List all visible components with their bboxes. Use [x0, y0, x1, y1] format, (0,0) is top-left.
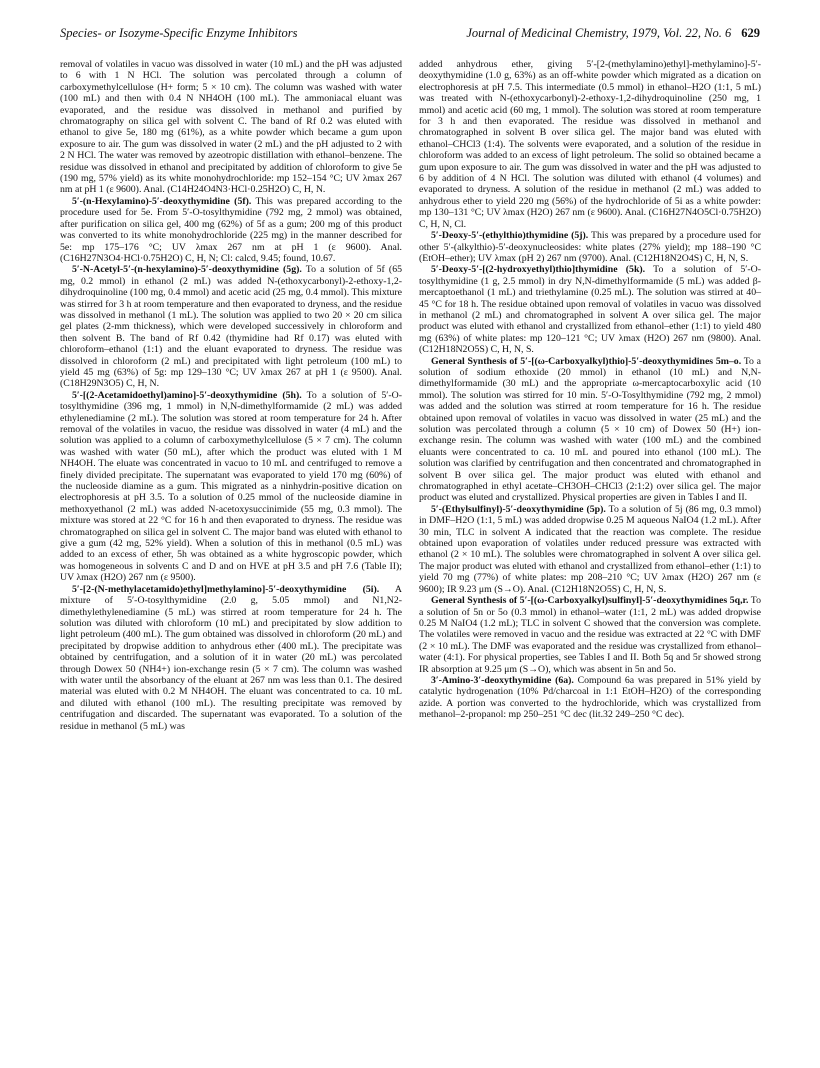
paragraph-text: To a solution of sodium ethoxide (20 mmol) in ethanol (10 mL) and N,N-dimethylformamide (30 mL) and the appropriate ω-mercaptocarboxylic acid (10 mmol). The solution was stirred for 10 min. 5′-O-Tosylthymidine (792 mg, 2 mmol) was added and the solution was stirred at room temperature for 16 h. The residue obtained upon removal of volatiles in vacuo was dissolved in water (25 mL) and the solution was percolated through a column (5 × 10 cm) of Dowex 50 (H+) ion-exchange resin. The column was washed with water (100 mL) and the combined eluants were concentrated to ca. 10 mL and poured into ethanol (100 mL). The solution was clarified by centrifugation and then concentrated and chromatographed in solvent B over silica gel. The major product was eluted with ethanol and chromatographed in ethyl acetate–CH3OH–CHCl3 (2:1:2) over silica gel. The major product was eluted and crystallized. Physical properties are given in Tables I and II. — [419, 355, 761, 504]
paragraph-heading: 5′-Deoxy-5′-(ethylthio)thymidine (5j). — [431, 230, 589, 242]
paragraph-text: added anhydrous ether, giving 5′-[2-(methylamino)ethyl]-methylamino]-5′-deoxythymidine (1.0 g, 63%) as an off-white powder which migrated as a dication on electrophoresis at pH 7.5. This intermediate (0.5 mmol) in ethanol–H2O (1:1, 5 mL) was treated with N-(ethoxycarbonyl)-2-ethoxy-1,2-dihydroquinoline (250 mg, 1 mmol) and acetic acid (60 mg, 1 mmol). The solution was stored at room temperature for 3 h and then evaporated. The residue was dissolved in methanol and chromatographed in solvent B over silica gel. The major band was eluted with ethanol–CHCl3 (1:4). The solvents were evaporated, and a solution of the residue in chloroform was added to an excess of light petroleum. The solid so obtained became a gum upon exposure to air. The gum was dissolved in water and the pH was adjusted to 6 by addition of 4 N HCl. The solution was diluted with ethanol (4 volumes) and evaporated to dryness. A solution of the residue in methanol (2 mL) was added to anhydrous ether to yield 220 mg (56%) of the hydrochloride of 5i as a white powder: mp 130–131 °C; UV λmax (H2O) 267 nm (ε 9600). Anal. (C16H27N4O5Cl·0.75H2O) C, H, N, Cl. — [419, 59, 761, 230]
journal-citation: Journal of Medicinal Chemistry, 1979, Vol. 22, No. 6 — [466, 26, 732, 40]
paragraph — [60, 196, 402, 264]
paragraph-text: To a solution of 5′-O-tosylthymidine (396 mg, 1 mmol) in N,N-dimethylformamide (2 mL) was added ethylenediamine (2 mL). The solution was stored at room temperature for 24 h. After removal of the volatiles in vacuo, the residue was dissolved in water (4 mL) and the solution was applied to a column of carboxymethylcellulose (5 × 7 cm). The column was washed with water (50 mL), after which the product was eluted with 1 M NH4OH. The eluate was concentrated in vacuo to 10 mL and centrifuged to remove a finely divided precipitate. The supernatant was evaporated to yield 170 mg (60%) of the nucleoside diamine as a gum. This migrated as a ninhydrin-positive dication on electrophoresis at pH 3.5. To a solution of 0.25 mmol of the nucleoside diamine in methoxyethanol (2 mL) was added N-acetoxysuccinimide (55 mg, 0.3 mmol). The mixture was stored at 22 °C for 16 h and then evaporated to dryness. The residue was chromatographed on silica gel in solvent C. The major band was eluted with ethanol to give a gum (42 mg, 52% yield). When a solution of this in methanol (0.5 mL) was added to an excess of ether, 5h was obtained as a white hygroscopic powder, which was homogeneous in solvents C and D and on HVE at pH 3.5 and pH 7.6 (Table II); UV λmax (H2O) 267 nm (ε 9500). — [60, 389, 403, 584]
paragraph — [419, 595, 761, 675]
paragraph — [60, 264, 402, 389]
paragraph-text: To a solution of 5f (65 mg, 0.2 mmol) in ethanol (2 mL) was added N-(ethoxycarbonyl)-2-ethoxy-1,2-dihydroquinoline (100 mg, 0.4 mmol) and acetic acid (25 mg, 0.4 mmol). This mixture was stirred for 3 h at room temperature and then evaporated to dryness, and the residue was dissolved in methanol (1 mL). The solution was applied to two 20 × 20 cm silica gel plates (2-mm thickness), which were developed successively in chloroform and then solvent B. The band of Rf 0.42 (thymidine had Rf 0.17) was eluted with chloroform–ethanol (1:1) and the eluant evaporated to dryness. The residue was dissolved in chloroform (2 mL) and precipitated with light petroleum (100 mL) to yield 45 mg (63%) of 5g: mp 129–130 °C; UV λmax 267 at pH 1 (ε 9500). Anal. (C18H29N3O5) C, H, N. — [60, 264, 402, 390]
paragraph-heading: 5′-(Ethylsulfinyl)-5′-deoxythymidine (5p). — [431, 503, 606, 515]
paragraph-text: This was prepared by a procedure used for other 5′-(alkylthio)-5′-deoxynucleosides: white plates (27% yield); mp 188–190 °C (EtOH–ether); UV λmax (pH 2) 267 nm (9700). Anal. (C12H18N2O4S) C, H, N, S. — [419, 230, 761, 264]
paragraph — [419, 675, 761, 721]
paragraph — [419, 264, 761, 355]
paragraph-heading: 5′-[2-(N-methylacetamido)ethyl]methylamino]-5′-deoxythymidine (5i). — [72, 583, 380, 595]
paragraph-text: A mixture of 5′-O-tosylthymidine (2.0 g, 5.05 mmol) and N1,N2-dimethylethylenediamine (5 mL) was stirred at room temperature for 24 h. The solution was diluted with chloroform (10 mL) and precipitated by slow addition to light petroleum (400 mL). The gum obtained was dissolved in chloroform (20 mL) and precipitated by dropwise addition to anhydrous ether (400 mL). The precipitate was obtained by centrifugation, and a solution of it in water (20 mL) was percolated through Dowex 50 (NH4+) ion-exchange resin (5 × 7 cm). The column was washed with water until the absorbancy of the eluant at 267 nm was less than 0.1. The desired material was eluted with 0.2 M NH4OH. The eluant was concentrated to ca. 10 mL and diluted with ethanol (100 mL). The resulting precipitate was removed by centrifugation and discarded. The supernatant was evaporated. To a solution of the residue in methanol (5 mL) was — [60, 583, 402, 732]
paragraph-heading: 5′-N-Acetyl-5′-(n-hexylamino)-5′-deoxythymidine (5g). — [72, 264, 302, 276]
paragraph — [419, 230, 761, 264]
paragraph-heading: General Synthesis of 5′-[(ω-Carboxyalkyl)sulfinyl]-5′-deoxythymidines 5q,r. — [431, 595, 749, 607]
paragraph — [60, 390, 402, 584]
paragraph-text: Compound 6a was prepared in 51% yield by catalytic hydrogenation (10% Pd/charcoal in 1:1 EtOH–H2O) of the corresponding azide. A portion was converted to the hydrochloride, which was crystallized from methanol–2-propanol: mp 250–251 °C dec (lit.32 249–250 °C dec). — [419, 674, 761, 721]
paragraph-heading: General Synthesis of 5′-[(ω-Carboxyalkyl)thio]-5′-deoxythymidines 5m–o. — [431, 355, 742, 367]
running-header — [60, 26, 760, 48]
paragraph-text: To a solution of 5n or 5o (0.3 mmol) in ethanol–water (1:1, 2 mL) was added dropwise 0.25 M NaIO4 (1.2 mL); TLC in solvent C showed that the conversion was complete. The volatiles were removed in vacuo and the residue was extracted at 22 °C with DMF (2 × 10 mL). The DMF was evaporated and the residue was crystallized from ethanol–water (4:1). For physical properties, see Tables I and II. Both 5q and 5r showed strong IR absorption at 9.25 μm (S→O), which was absent in 5n and 5o. — [419, 595, 761, 675]
header-title: Species- or Isozyme-Specific Enzyme Inhibitors — [60, 26, 298, 40]
paragraph-heading: 5′-(n-Hexylamino)-5′-deoxythymidine (5f). — [72, 195, 252, 207]
paragraph-text: removal of volatiles in vacuo was dissolved in water (10 mL) and the pH was adjusted to 6 with 1 N HCl. The solution was percolated through a column of carboxymethylcellulose (H+ form; 5 × 10 cm). The column was washed with water (100 mL) and then with 0.4 N NH4OH (100 mL). The ammoniacal eluant was evaporated, and the residue was dissolved in methanol and purified by chromatography on silica gel with solvent C. The band of Rf 0.2 was eluted with ethanol to give 5e, 180 mg (61%), as a white powder which became a gum upon exposure to air. The gum was dissolved in water (2 mL) and the pH adjusted to 2 with 2 N HCl. The water was removed by azeotropic distillation with ethanol–benzene. The residue was dissolved in ethanol and precipitated by addition of chloroform to give 5e (190 mg, 57% yield) as its white monohydrochloride: mp 152–154 °C; UV λmax 267 nm at pH 1 (ε 9600). Anal. (C14H24O4N3·HCl·0.25H2O) C, H, N. — [60, 59, 402, 196]
paragraph-text: This was prepared according to the procedure used for 5e. From 5′-O-tosylthymidine (792 mg, 2 mmol) was obtained, after purification on silica gel, 400 mg (62%) of 5f as a gum; 200 mg of this product was converted to its white monohydrochloride (225 mg) in the manner described for 5e: mp 175–176 °C; UV λmax 267 nm at pH 1 (ε 9600). Anal. (C16H27N3O4·HCl·0.75H2O) C, H, N; Cl: calcd, 9.45; found, 10.67. — [60, 195, 402, 264]
paragraph — [60, 584, 402, 732]
paragraph-heading: 5′-Deoxy-5′-[(2-hydroxyethyl)thio]thymidine (5k). — [431, 264, 646, 276]
paragraph-heading: 5′-[(2-Acetamidoethyl)amino]-5′-deoxythymidine (5h). — [72, 389, 302, 401]
paragraph — [60, 59, 402, 196]
left-column — [60, 59, 402, 732]
paragraph — [419, 59, 761, 230]
page-number: 629 — [741, 26, 760, 40]
paragraph — [419, 504, 761, 595]
paragraph-heading: 3′-Amino-3′-deoxythymidine (6a). — [431, 674, 574, 686]
paragraph-text: To a solution of 5′-O-tosylthymidine (1 g, 2.5 mmol) in dry N,N-dimethylformamide (5 mL) was added β-mercaptoethanol (1 mL) and triethylamine (0.25 mL). The solution was stirred at 40–45 °C for 18 h. The residue obtained upon removal of volatiles in vacuo was dissolved in methanol (2 mL) and chromatographed in solvent A over silica gel. The major product was eluted with ethanol and crystallized from ethanol–ether (1:1) to yield 480 mg (63%) of white plates: mp 120–121 °C; UV λmax (H2O) 267 nm (9800). Anal. (C12H18N2O5S) C, H, N, S. — [419, 264, 762, 356]
right-column — [419, 59, 761, 721]
paragraph — [419, 356, 761, 504]
header-journal — [466, 26, 760, 41]
paragraph-text: To a solution of 5j (86 mg, 0.3 mmol) in DMF–H2O (1:1, 5 mL) was added dropwise 0.25 M aqueous NaIO4 (1.2 mL). After 30 min, TLC in solvent A indicated that the reaction was complete. The residue obtained upon evaporation of volatiles under reduced pressure was extracted with ethanol (2 × 10 mL). The solubles were chromatographed in solvent A over silica gel. The major product was eluted with ethanol and crystallized from ethanol–ether (1:1) to yield 70 mg (77%) of white plates: mp 208–210 °C; UV λmax (H2O) 267 nm (ε 9600); IR 9.23 μm (S→O). Anal. (C12H18N2O5S) C, H, N, S. — [419, 503, 762, 595]
